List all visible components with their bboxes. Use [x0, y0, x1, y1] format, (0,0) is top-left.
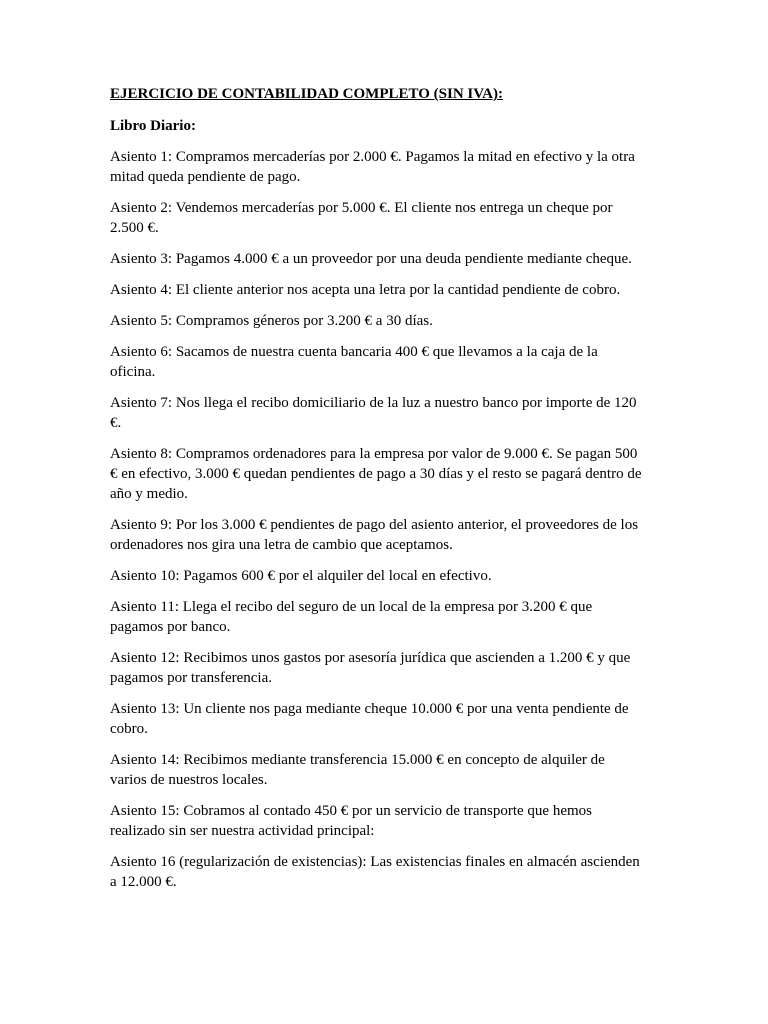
entry-line: pagamos por banco.	[110, 619, 231, 635]
entry-paragraph	[110, 699, 670, 739]
entry-line: mitad queda pendiente de pago.	[110, 169, 301, 185]
entry-line: Asiento 11: Llega el recibo del seguro de un local de la empresa por 3.200 € que	[110, 599, 593, 615]
entry-paragraph	[110, 311, 670, 331]
entry-line: Asiento 7: Nos llega el recibo domiciliario de la luz a nuestro banco por importe de 120	[110, 395, 637, 411]
entries-list	[110, 147, 670, 892]
entry-line: pagamos por transferencia.	[110, 670, 273, 686]
entry-paragraph	[110, 444, 670, 504]
entry-line: Asiento 14: Recibimos mediante transferencia 15.000 € en concepto de alquiler de	[110, 752, 605, 768]
entry-paragraph	[110, 566, 670, 586]
entry-paragraph	[110, 249, 670, 269]
entry-line: Asiento 13: Un cliente nos paga mediante cheque 10.000 € por una venta pendiente de	[110, 701, 629, 717]
entry-line: Asiento 8: Compramos ordenadores para la empresa por valor de 9.000 €. Se pagan 500	[110, 446, 638, 462]
entry-line: Asiento 15: Cobramos al contado 450 € por un servicio de transporte que hemos	[110, 803, 592, 819]
entry-line: realizado sin ser nuestra actividad principal:	[110, 823, 375, 839]
entry-line: Asiento 6: Sacamos de nuestra cuenta bancaria 400 € que llevamos a la caja de la	[110, 344, 598, 360]
document-page	[110, 84, 670, 903]
entry-line: a 12.000 €.	[110, 874, 177, 890]
document-title: EJERCICIO DE CONTABILIDAD COMPLETO (SIN IVA):	[110, 86, 503, 102]
entry-line: € en efectivo, 3.000 € quedan pendientes de pago a 30 días y el resto se pagará dentro de	[110, 466, 642, 482]
entry-line: Asiento 9: Por los 3.000 € pendientes de pago del asiento anterior, el proveedores de los	[110, 517, 639, 533]
document-subtitle: Libro Diario:	[110, 118, 196, 134]
entry-paragraph	[110, 147, 670, 187]
entry-paragraph	[110, 393, 670, 433]
entry-paragraph	[110, 852, 670, 892]
entry-line: Asiento 4: El cliente anterior nos acepta una letra por la cantidad pendiente de cobro.	[110, 282, 621, 298]
entry-line: Asiento 5: Compramos géneros por 3.200 € a 30 días.	[110, 313, 433, 329]
entry-paragraph	[110, 648, 670, 688]
entry-line: varios de nuestros locales.	[110, 772, 268, 788]
entry-line: ordenadores nos gira una letra de cambio que aceptamos.	[110, 537, 453, 553]
entry-line: cobro.	[110, 721, 148, 737]
entry-paragraph	[110, 801, 670, 841]
entry-line: Asiento 12: Recibimos unos gastos por asesoría jurídica que ascienden a 1.200 € y que	[110, 650, 631, 666]
entry-paragraph	[110, 515, 670, 555]
entry-paragraph	[110, 750, 670, 790]
entry-paragraph	[110, 198, 670, 238]
entry-line: 2.500 €.	[110, 220, 159, 236]
entry-line: Asiento 10: Pagamos 600 € por el alquiler del local en efectivo.	[110, 568, 492, 584]
entry-line: Asiento 16 (regularización de existencias): Las existencias finales en almacén ascienden	[110, 854, 640, 870]
entry-paragraph	[110, 342, 670, 382]
entry-line: año y medio.	[110, 486, 188, 502]
entry-line: Asiento 1: Compramos mercaderías por 2.000 €. Pagamos la mitad en efectivo y la otra	[110, 149, 635, 165]
entry-line: €.	[110, 415, 122, 431]
entry-line: Asiento 2: Vendemos mercaderías por 5.000 €. El cliente nos entrega un cheque por	[110, 200, 613, 216]
entry-line: Asiento 3: Pagamos 4.000 € a un proveedor por una deuda pendiente mediante cheque.	[110, 251, 632, 267]
entry-line: oficina.	[110, 364, 156, 380]
entry-paragraph	[110, 280, 670, 300]
entry-paragraph	[110, 597, 670, 637]
